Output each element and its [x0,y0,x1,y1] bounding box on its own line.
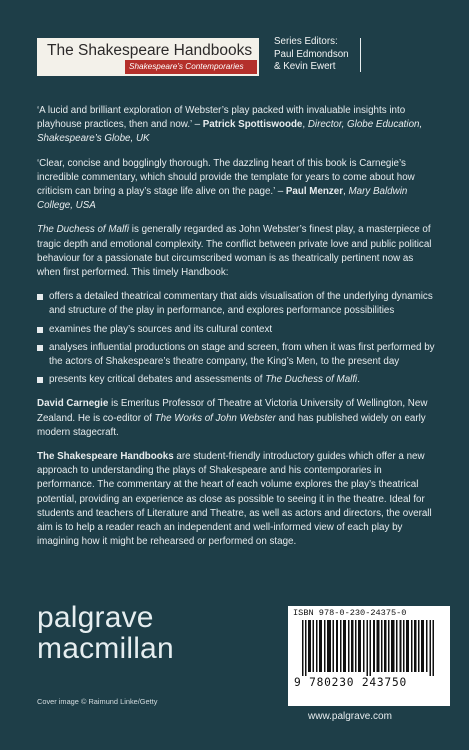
series-subtitle: Shakespeare’s Contemporaries [125,60,257,74]
series-blurb-text: are student-friendly introductory guides which offer a new approach to understanding the plays of Shakespeare and his contemporaries in performance. The commentary at the heart of each volume explores the play’s theatrical potential, providing an experience as close as possible to seeing it in the theatre. Ideal for students and teachers of Literature and Theatre, as well as actors and directors, the overall aim is to help a reader reach an independent and well-informed view of each play by imagining how it might be rehearsed or performed on stage. [37,451,432,548]
author-bio-text-2: and has published widely on early modern stagecraft. [37,412,426,438]
isbn-label: ISBN 978-0-230-24375-0 [293,608,407,618]
editors-label: Series Editors: [274,36,338,47]
feature-list [37,290,437,387]
publisher-url[interactable]: www.palgrave.com [308,711,392,722]
publisher-logo-line-1: palgrave [37,601,154,634]
cover-credit: Cover image © Raimund Linke/Getty [37,697,158,706]
editor-2: & Kevin Ewert [274,61,336,73]
bullet-square-icon [37,377,43,383]
bullet-square-icon [37,294,43,300]
bullet-square-icon [37,327,43,333]
barcode-bars-icon [302,620,436,676]
author-bio [37,397,437,440]
list-item-text: examines the play’s sources and its cultural context [49,323,273,335]
intro-text: is generally regarded as John Webster’s finest play, a masterpiece of tragic depth and emotional complexity. The conflict between private love and public political behaviour for a passionate but circumscribed woman is as theatrically pertinent now as when first performed. This timely Handbook: [37,224,432,279]
list-item-end: . [357,374,360,386]
publisher-logo [37,602,174,664]
author-name: David Carnegie [37,398,109,410]
editor-divider [360,38,361,72]
list-item-title: The Duchess of Malfi [265,374,358,386]
list-item [37,373,437,387]
quote-1: ‘A lucid and brilliant exploration of Webster’s play packed with invaluable insights into playhouse practices, then and now.’ – Patrick Spottiswoode, Director, Globe Education, Shakespeare’s Globe, UK [37,105,423,145]
editor-1: Paul Edmondson [274,48,349,60]
list-item [37,323,437,337]
list-item-text: presents key critical debates and assessments of [49,374,263,386]
publisher-logo-line-2: macmillan [37,632,174,665]
quote-1-author: Patrick Spottiswoode [202,119,303,131]
barcode-digits: 9 780230 243750 [294,676,408,689]
author-bio-text-1: is Emeritus Professor of Theatre at Victoria University of Wellington, New Zealand. He is co-editor of [37,398,428,424]
series-blurb [37,450,437,549]
list-item [37,290,437,318]
quote-2-text: ‘Clear, concise and bogglingly thorough. The dazzling heart of this book is Carnegie’s incredible commentary, which should provide the template for years to come about how criticism can bring a play’s stage life alive on the page.’ – [37,157,415,198]
bullet-square-icon [37,345,43,351]
list-item-text: analyses influential productions on stage and screen, from when it was first performed by the actors of Shakespeare’s theatre company, the King’s Men, to the present day [49,341,435,368]
list-item [37,341,437,369]
quote-1-text: ‘A lucid and brilliant exploration of Webster’s play packed with invaluable insights into playhouse practices, then and now.’ – [37,105,406,131]
quote-2-author: Paul Menzer [285,186,344,198]
series-blurb-name: The Shakespeare Handbooks [37,451,174,463]
series-logo-box [37,38,259,76]
author-work-title: The Works of John Webster [154,412,276,424]
intro-paragraph [37,223,437,280]
quote-2-affiliation: Mary Baldwin College, USA [37,186,408,212]
blurb-text [37,104,437,559]
series-title: The Shakespeare Handbooks [47,42,253,59]
quote-1-affiliation: Director, Globe Education, Shakespeare’s Globe, UK [37,119,423,145]
series-editors [274,36,349,74]
quote-2: ‘Clear, concise and bogglingly thorough. The dazzling heart of this book is Carnegie’s incredible commentary, which should provide the template for years to come about how criticism can bring a play’s stage life alive on the page.’ – Paul Menzer, Mary Baldwin College, USA [37,157,415,212]
intro-title: The Duchess of Malfi [37,224,130,236]
barcode [288,606,450,706]
list-item-text: offers a detailed theatrical commentary that aids visualisation of the underlying dynamics and structure of the play in performance, and explores performance possibilities [49,291,433,317]
